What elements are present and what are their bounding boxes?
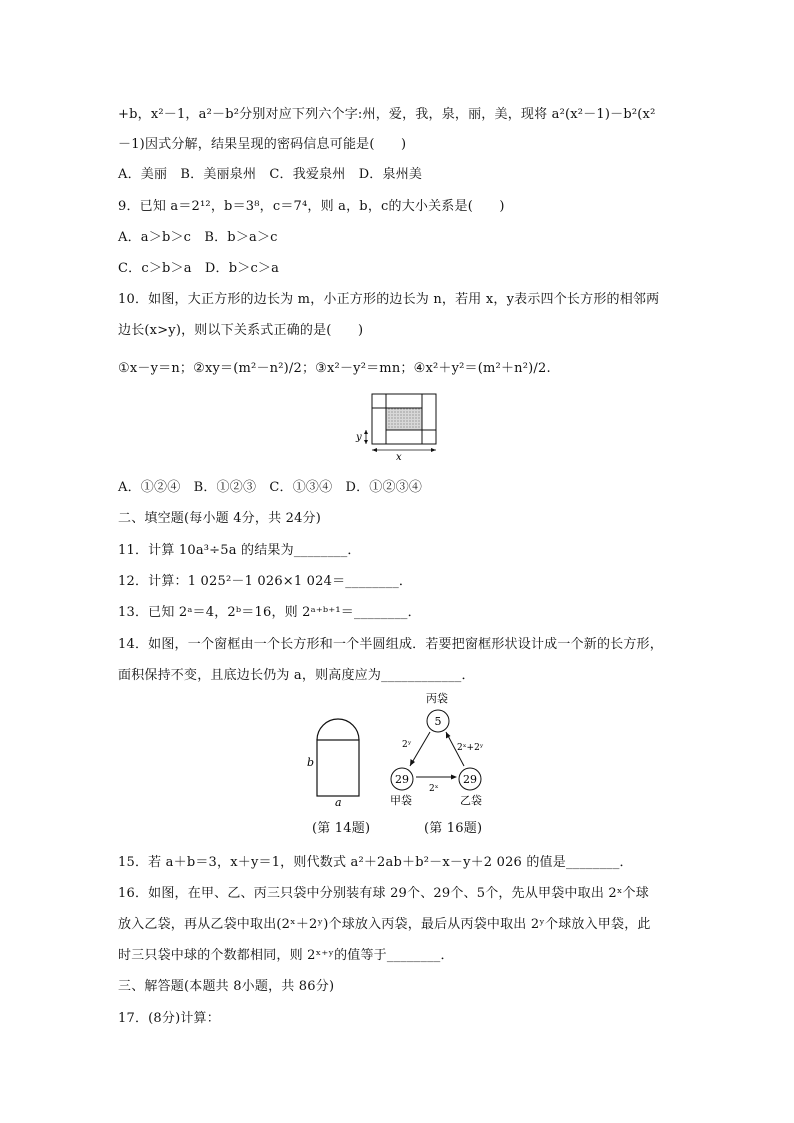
section-3-heading: 三、解答题(本题共 8小题，共 86分) xyxy=(118,979,335,994)
bag-b-count: 29 xyxy=(463,773,477,786)
q10-formula: ①x－y＝n；②xy＝(m²－n²)/2；③x²－y²＝mn；④x²＋y²＝(m²＋n²)/2. xyxy=(118,361,551,376)
fig10-label-y: y xyxy=(356,432,362,443)
q9-options-cd: C．c＞b＞a D．b＞c＞a xyxy=(118,261,280,276)
q16-bags-figure xyxy=(382,690,502,810)
fig10-label-x: x xyxy=(396,452,402,462)
window-rectangle xyxy=(317,740,359,796)
q10-square-figure xyxy=(352,390,442,462)
q14-stem-line-1: 14．如图，一个窗框由一个长方形和一个半圆组成．若要把窗框形状设计成一个新的长方形， xyxy=(118,637,663,652)
q17: 17．(8分)计算： xyxy=(118,1011,220,1026)
rect-right xyxy=(422,394,436,444)
q14-stem-line-2: 面积保持不变，且底边长仍为 a，则高度应为____________． xyxy=(118,668,475,683)
q8-options: A．美丽 B．美丽泉州 C．我爱泉州 D．泉州美 xyxy=(118,167,423,182)
small-square-shaded xyxy=(386,408,422,430)
rect-bottom xyxy=(386,430,436,444)
q10-stem-line-2: 边长(x>y)，则以下关系式正确的是( ) xyxy=(118,323,364,338)
bag-c-count: 5 xyxy=(434,715,442,728)
q10-stem-line-1: 10．如图，大正方形的边长为 m，小正方形的边长为 n，若用 x，y表示四个长方形的相邻两 xyxy=(118,292,660,307)
rect-top xyxy=(372,394,422,408)
q14-window-figure xyxy=(300,712,380,807)
q10-options: A．①②④ B．①②③ C．①③④ D．①②③④ xyxy=(118,480,423,495)
q8-stem-line-2: －1)因式分解，结果呈现的密码信息可能是( ) xyxy=(118,137,407,152)
q9-options-ab: A．a＞b＞c B．b＞a＞c xyxy=(118,230,278,245)
q12: 12．计算：1 025²－1 026×1 024＝________． xyxy=(118,574,413,589)
q16-stem-line-3: 时三只袋中球的个数都相同，则 2ˣ⁺ʸ的值等于________． xyxy=(118,948,454,963)
bag-b-label: 乙袋 xyxy=(460,794,482,807)
window-semicircle xyxy=(317,719,359,740)
q15: 15．若 a＋b＝3，x＋y＝1，则代数式 a²＋2ab＋b²－x－y＋2 026 的值是________． xyxy=(118,855,633,870)
bag-a-label: 甲袋 xyxy=(390,794,412,807)
q13: 13．已知 2ᵃ＝4，2ᵇ＝16，则 2ᵃ⁺ᵇ⁺¹＝________． xyxy=(118,605,421,620)
section-2-heading: 二、填空题(每小题 4分，共 24分) xyxy=(118,511,322,526)
q9-stem: 9．已知 a＝2¹²，b＝3⁸，c＝7⁴，则 a，b，c的大小关系是( ) xyxy=(118,199,505,214)
window-label-a: a xyxy=(335,796,342,807)
q16-stem-line-1: 16．如图，在甲、乙、丙三只袋中分别装有球 29个、29个、5个，先从甲袋中取出 2ˣ个球 xyxy=(118,886,649,901)
arrow-b-to-c-label: 2ˣ+2ʸ xyxy=(457,743,484,753)
arrow-a-to-b-label: 2ˣ xyxy=(429,784,439,794)
q8-stem-line-1: +b，x²－1，a²－b²分别对应下列六个字:州，爱，我，泉，丽，美，现将 a²(x²－1)－b²(x² xyxy=(118,107,656,122)
bag-a-count: 29 xyxy=(395,773,409,786)
arrow-c-to-a-label: 2ʸ xyxy=(402,740,412,750)
fig16-caption: (第 16题) xyxy=(424,821,483,836)
fig14-caption: (第 14题) xyxy=(312,821,371,836)
q16-stem-line-2: 放入乙袋，再从乙袋中取出(2ˣ＋2ʸ)个球放入丙袋，最后从丙袋中取出 2ʸ个球放入甲袋，此 xyxy=(118,917,651,932)
window-label-b: b xyxy=(307,756,315,769)
q11: 11．计算 10a³÷5a 的结果为________． xyxy=(118,543,361,558)
bag-c-label: 丙袋 xyxy=(426,692,448,705)
rect-left xyxy=(372,394,386,444)
